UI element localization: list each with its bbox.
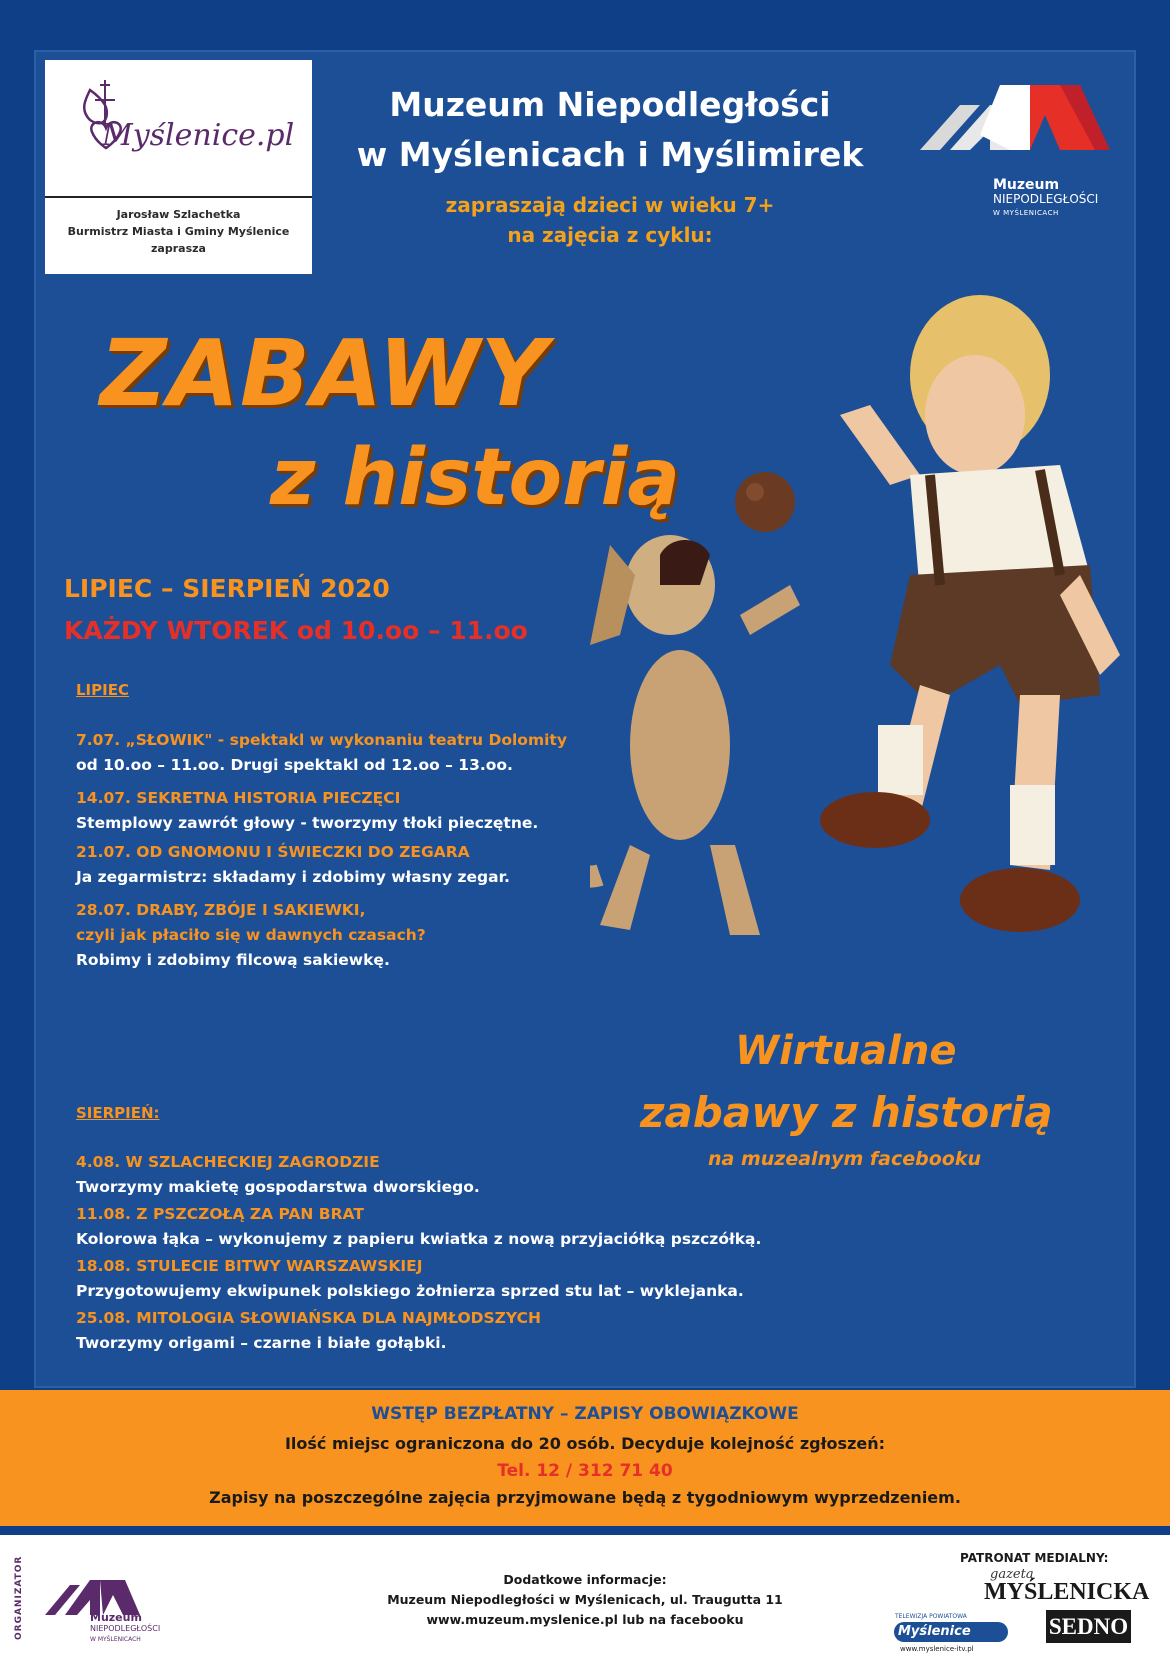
- event-description: od 10.oo – 11.oo. Drugi spektakl od 12.oo – 13.oo.: [76, 756, 513, 774]
- phone-text: Tel. 12 / 312 71 40: [497, 1461, 673, 1481]
- organizer-sub2: W MYŚLENICACH: [90, 1636, 141, 1643]
- event-title-continued: czyli jak płaciło się w dawnych czasach?: [76, 926, 426, 944]
- organizer-sub1: NIEPODLEGŁOŚCI: [90, 1624, 161, 1633]
- museum-logo-sub1: NIEPODLEGŁOŚCI: [993, 192, 1099, 206]
- additional-info: [360, 1570, 810, 1630]
- booking-note-text: Zapisy na poszczególne zajęcia przyjmowane będą z tygodniowym wyprzedzeniem.: [209, 1488, 961, 1507]
- virtual-line-1: Wirtualne: [735, 1028, 957, 1074]
- event-item: [76, 1150, 480, 1200]
- event-description: Stemplowy zawrót głowy - tworzymy tłoki pieczętne.: [76, 814, 539, 832]
- museum-logo-label: [993, 178, 1098, 220]
- sedno-logo: SEDNO: [1046, 1610, 1131, 1643]
- header-line-4: na zajęcia z cyklu:: [507, 223, 713, 247]
- event-title: 7.07. „SŁOWIK" - spektakl w wykonaniu teatru Dolomity: [76, 731, 567, 749]
- mayor-title: Burmistrz Miasta i Gminy Myślenice: [67, 225, 290, 238]
- header-line-2: w Myślenicach i Myślimirek: [356, 135, 864, 174]
- event-title: 28.07. DRABY, ZBÓJE I SAKIEWKI,: [76, 901, 366, 919]
- header-line-3: zapraszają dzieci w wieku 7+: [445, 193, 775, 217]
- tv-url: www.myslenice-itv.pl: [900, 1645, 974, 1653]
- museum-logo-sub2: W MYŚLENICACH: [993, 209, 1059, 217]
- info-website: www.muzeum.myslenice.pl lub na facebooku: [426, 1612, 744, 1627]
- event-description: Tworzymy makietę gospodarstwa dworskiego.: [76, 1178, 480, 1196]
- event-description: Ja zegarmistrz: składamy i zdobimy własny zegar.: [76, 868, 510, 886]
- schedule-text: KAŻDY WTOREK od 10.oo – 11.oo: [64, 616, 528, 645]
- mayor-invitation: [45, 206, 312, 257]
- tv-logo: Myślenice: [894, 1622, 1008, 1642]
- event-item: [76, 728, 567, 778]
- info-address: Muzeum Niepodległości w Myślenicach, ul. Traugutta 11: [387, 1592, 783, 1607]
- organizer-name: Muzeum: [90, 1611, 142, 1624]
- boy-and-dog-illustration: [590, 285, 1130, 1005]
- event-description: Robimy i zdobimy filcową sakiewkę.: [76, 951, 390, 969]
- event-title: 14.07. SEKRETNA HISTORIA PIECZĘCI: [76, 789, 401, 807]
- month-heading-july: LIPIEC: [76, 681, 129, 699]
- event-title: 21.07. OD GNOMONU I ŚWIECZKI DO ZEGARA: [76, 843, 470, 861]
- gazeta-label: gazeta: [990, 1567, 1034, 1582]
- virtual-line-3: na muzealnym facebooku: [708, 1148, 981, 1170]
- header-invitation: [320, 190, 900, 250]
- title-line-2: z historią: [270, 433, 680, 523]
- mayor-invites: zaprasza: [151, 242, 206, 255]
- month-heading-august: SIERPIEŃ:: [76, 1104, 160, 1122]
- tv-label: TELEWIZJA POWIATOWA: [895, 1613, 967, 1620]
- header-line-1: Muzeum Niepodległości: [389, 85, 831, 124]
- event-title: 25.08. MITOLOGIA SŁOWIAŃSKA DLA NAJMŁODSZYCH: [76, 1309, 541, 1327]
- virtual-line-2: zabawy z historią: [640, 1088, 1053, 1137]
- event-item: [76, 898, 426, 973]
- organizer-logo-label: [90, 1612, 160, 1645]
- event-title: 4.08. W SZLACHECKIEJ ZAGRODZIE: [76, 1153, 380, 1171]
- free-entry-text: WSTĘP BEZPŁATNY – ZAPISY OBOWIĄZKOWE: [371, 1404, 799, 1424]
- organizer-label: ORGANIZATOR: [14, 1555, 24, 1640]
- period-text: LIPIEC – SIERPIEŃ 2020: [64, 574, 390, 603]
- event-item: [76, 1306, 541, 1356]
- mayor-name: Jarosław Szlachetka: [116, 208, 241, 221]
- info-heading: Dodatkowe informacje:: [503, 1572, 667, 1587]
- event-item: [76, 840, 510, 890]
- media-patronage-label: PATRONAT MEDIALNY:: [960, 1551, 1109, 1565]
- event-item: [76, 1202, 761, 1252]
- logo-divider: [45, 196, 312, 198]
- capacity-text: Ilość miejsc ograniczona do 20 osób. Decyduje kolejność zgłoszeń:: [284, 1434, 886, 1453]
- title-line-1: ZABAWY: [100, 320, 549, 427]
- event-item: [76, 1254, 744, 1304]
- event-item: [76, 786, 538, 836]
- event-title: 11.08. Z PSZCZOŁĄ ZA PAN BRAT: [76, 1205, 364, 1223]
- event-description: Kolorowa łąka – wykonujemy z papieru kwiatka z nową przyjaciółką pszczółką.: [76, 1230, 762, 1248]
- header-organizers: [320, 80, 900, 180]
- city-logo-text: Myślenice.pl: [102, 118, 295, 153]
- event-title: 18.08. STULECIE BITWY WARSZAWSKIEJ: [76, 1257, 423, 1275]
- museum-logo-name: Muzeum: [993, 177, 1060, 193]
- myslenicka-logo: MYŚLENICKA: [984, 1579, 1150, 1605]
- event-description: Przygotowujemy ekwipunek polskiego żołnierza sprzed stu lat – wyklejanka.: [76, 1282, 744, 1300]
- event-description: Tworzymy origami – czarne i białe gołąbki.: [76, 1334, 447, 1352]
